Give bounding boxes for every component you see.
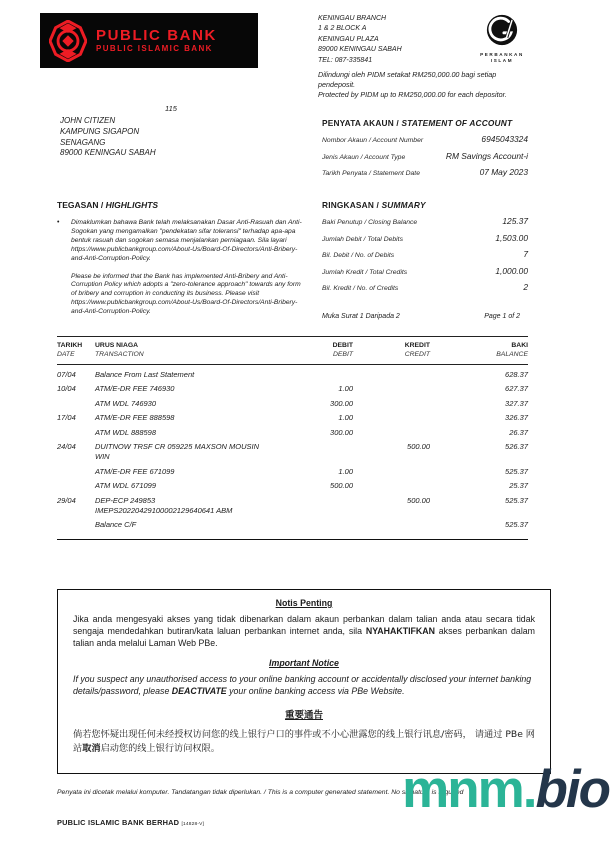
header-balance-malay: BAKI <box>511 341 528 349</box>
transaction-description: DEP-ECP 249853 IMEPS20220429100002129640641 ABM <box>95 495 233 515</box>
account-info-row <box>322 151 528 161</box>
customer-address-block <box>60 116 156 159</box>
transaction-date: 07/04 <box>57 369 76 379</box>
bank-emblem-icon <box>49 20 87 62</box>
notice-title-chinese: 重要通告 <box>284 710 323 722</box>
transaction-credit: 500.00 <box>407 442 430 452</box>
transaction-date <box>57 399 95 409</box>
transaction-description: ATM/E-DR FEE 746930 <box>95 384 175 394</box>
notice-title-english: Important Notice <box>269 658 339 669</box>
transaction-description: DUITNOW TRSF CR 059225 MAXSON MOUSIN WIN <box>95 442 260 462</box>
transaction-balance: 525.37 <box>505 520 528 530</box>
transactions-table <box>57 336 528 540</box>
transaction-date: 24/04 <box>57 442 76 452</box>
notice-chinese-text: 倘若您怀疑出现任何未经授权访问您的线上银行户口的事件或不小心泄露您的线上银行讯息/密码， 请通过 PBe 网站 <box>73 729 535 754</box>
transaction-debit: 1.00 <box>338 413 353 423</box>
highlights-title-malay: TEGASAN / <box>57 200 104 210</box>
summary-value: 1,503.00 <box>495 232 528 243</box>
public-bank-logo <box>40 13 258 68</box>
notice-paragraph-english <box>73 674 535 697</box>
transaction-row <box>57 426 528 441</box>
summary-label: Jumlah Kredit / Total Credits <box>322 268 408 276</box>
bullet-icon: • <box>57 219 60 226</box>
summary-value: 1,000.00 <box>495 265 528 276</box>
transaction-date: 17/04 <box>57 413 76 423</box>
summary-label: Jumlah Debit / Total Debits <box>322 235 403 243</box>
transaction-date <box>57 520 95 530</box>
summary-label: Baki Penutup / Closing Balance <box>322 219 418 227</box>
mnm-bio-watermark <box>402 760 609 820</box>
highlights-title-english: HIGHLIGHTS <box>105 200 159 210</box>
footer-registration-number: [14828-V] <box>181 822 205 827</box>
summary-value: 2 <box>523 281 528 292</box>
transaction-debit <box>305 496 353 516</box>
pidm-note-english: Protected by PIDM up to RM250,000.00 for each depositor. <box>318 90 507 100</box>
summary-title-malay: RINGKASAN / <box>322 200 380 210</box>
transaction-balance: 525.37 <box>505 495 528 505</box>
transaction-row <box>57 368 528 383</box>
transaction-balance: 25.37 <box>509 481 528 491</box>
account-info-value: RM Savings Account-i <box>445 150 528 161</box>
footer-bank-name-text: PUBLIC ISLAMIC BANK BERHAD <box>57 818 180 827</box>
perbankan-islam-icon <box>485 13 519 47</box>
transaction-debit: 300.00 <box>330 398 353 408</box>
notice-english-bold: DEACTIVATE <box>171 685 227 696</box>
header-debit-malay: DEBIT <box>332 341 353 349</box>
bank-logo-text <box>96 28 217 54</box>
header-credit-malay: KREDIT <box>404 341 430 349</box>
summary-title-english: SUMMARY <box>381 200 426 210</box>
statement-title <box>322 118 528 128</box>
header-debit-column <box>305 341 353 360</box>
important-notice-box <box>57 589 551 774</box>
highlights-body <box>57 219 307 317</box>
branch-address-line: KENINGAU BRANCH <box>318 15 387 22</box>
notice-english-text: If you suspect any unauthorised access to your online banking account or accidentally disclosed your internet banking details/password, please <box>73 674 532 696</box>
header-transaction-malay: URUS NIAGA <box>95 341 139 349</box>
transaction-credit <box>353 370 430 380</box>
account-info-label: Nombor Akaun / Account Number <box>322 137 424 145</box>
summary-value: 7 <box>523 249 528 260</box>
highlights-paragraph-english: Please be informed that the Bank has implemented Anti-Bribery and Anti-Corruption Policy which adopts a "zero-tolerance approach" towards any form of bribery and corruption in conducting its business. Please visit https://www.publicbankgroup.com/About-Us/Board-Of-Directors/Anti-Bribery-and-Anti-Corruption-Policy. <box>71 272 301 316</box>
notice-malay-text: Jika anda mengesyaki akses yang tidak dibenarkan dalam akaun perbankan dalam talian anda atau secara tidak sengaja mendedahkan butiran/kata laluan perbankan internet anda, sila <box>73 614 535 636</box>
page-indicator-english: Page 1 of 2 <box>484 313 520 320</box>
summary-value: 125.37 <box>502 216 528 227</box>
transaction-credit <box>353 467 430 477</box>
notice-paragraph-malay <box>73 614 535 649</box>
transactions-body <box>57 365 528 540</box>
transaction-balance: 525.37 <box>505 466 528 476</box>
transaction-description: Balance C/F <box>95 520 137 530</box>
account-info-label: Tarikh Penyata / Statement Date <box>322 170 420 178</box>
header-transaction-column <box>95 341 305 360</box>
header-credit-column <box>353 341 430 360</box>
transaction-row <box>57 518 528 533</box>
transaction-row <box>57 494 528 518</box>
watermark-mnm: mnm. <box>402 760 536 819</box>
transaction-description: ATM WDL 746930 <box>95 398 156 408</box>
customer-address-line: 89000 KENINGAU SABAH <box>60 148 156 158</box>
summary-row <box>322 249 528 259</box>
summary-row <box>322 266 528 276</box>
perbankan-islam-caption-line1: PERBANKAN <box>480 52 524 57</box>
customer-address-line: KAMPUNG SIGAPON <box>60 126 140 136</box>
notice-title-malay: Notis Penting <box>275 598 333 608</box>
account-info-row <box>322 134 528 144</box>
transaction-debit <box>305 442 353 462</box>
header-balance-english: BALANCE <box>496 351 528 359</box>
footer-bank-name <box>57 818 204 827</box>
transaction-row <box>57 411 528 426</box>
transaction-balance: 627.37 <box>505 384 528 394</box>
summary-title <box>322 200 528 210</box>
transaction-balance: 326.37 <box>505 413 528 423</box>
transaction-row <box>57 440 528 464</box>
transaction-debit <box>305 520 353 530</box>
transaction-debit: 300.00 <box>330 427 353 437</box>
account-info-rows <box>322 134 528 177</box>
account-info-label: Jenis Akaun / Account Type <box>322 153 406 161</box>
header-balance-column <box>430 341 528 360</box>
transaction-row <box>57 479 528 494</box>
notice-paragraph-chinese <box>73 728 535 755</box>
statement-title-english: STATEMENT OF ACCOUNT <box>401 118 513 128</box>
branch-address-line: KENINGAU PLAZA <box>318 35 379 43</box>
watermark-bio: bio <box>535 760 609 819</box>
page-indicator-malay: Muka Surat 1 Daripada 2 <box>322 313 400 320</box>
summary-label: Bil. Debit / No. of Debits <box>322 252 395 260</box>
transaction-description: Balance From Last Statement <box>95 369 195 379</box>
transaction-credit <box>353 428 430 438</box>
transaction-balance: 26.37 <box>509 427 528 437</box>
customer-name: JOHN CITIZEN <box>60 116 116 125</box>
transaction-date <box>57 467 95 477</box>
summary-rows <box>322 216 528 292</box>
notice-chinese-bold: 取消 <box>82 742 101 754</box>
transaction-balance: 526.37 <box>505 442 528 452</box>
bank-subname: PUBLIC ISLAMIC BANK <box>96 43 213 53</box>
transaction-description: ATM WDL 671099 <box>95 481 156 491</box>
transaction-date: 10/04 <box>57 384 76 394</box>
transaction-date: 29/04 <box>57 495 76 505</box>
highlights-paragraph-malay: Dimaklumkan bahawa Bank telah melaksanakan Dasar Anti-Rasuah dan Anti-Sogokan yang mengamalkan "pendekatan sifar toleransi" terhadap apa-apa bentuk rasuah dan sogokan semasa menjalankan perniagaan. Sila layari https://www.publicbankgroup.com/About-Us/Board-Of-Directors/Anti-Bribery-and-Anti-Corruption-Policy. <box>71 219 302 262</box>
transaction-credit <box>353 384 430 394</box>
transaction-credit <box>353 413 430 423</box>
pidm-note <box>318 70 532 101</box>
highlights-section <box>57 200 307 317</box>
transaction-row <box>57 382 528 397</box>
customer-address-line: SENAGANG <box>60 137 106 147</box>
header-date-column <box>57 341 95 360</box>
transaction-debit: 1.00 <box>338 466 353 476</box>
transaction-balance: 628.37 <box>505 369 528 379</box>
transaction-date <box>57 428 95 438</box>
highlights-paragraphs <box>71 219 307 317</box>
branch-address <box>318 14 468 66</box>
transaction-credit <box>353 520 430 530</box>
notice-malay-text-after: akses perbankan dalam talian anda melalui Laman Web PBe. <box>73 625 535 648</box>
transaction-description: ATM WDL 888598 <box>95 427 156 437</box>
header-debit-english: DEBIT <box>332 351 353 359</box>
transaction-credit: 500.00 <box>407 495 430 505</box>
branch-address-line: TEL: 087-335841 <box>318 56 373 64</box>
transaction-debit <box>305 370 353 380</box>
perbankan-islam-logo <box>472 13 532 63</box>
summary-section <box>322 200 528 292</box>
header-date-malay: TARIKH <box>57 341 83 349</box>
header-credit-english: CREDIT <box>404 351 430 359</box>
transaction-credit <box>353 399 430 409</box>
transaction-row <box>57 465 528 480</box>
mail-sort-code: 115 <box>165 104 177 113</box>
statement-of-account-panel <box>322 118 528 177</box>
transaction-date <box>57 481 95 491</box>
summary-row <box>322 216 528 226</box>
header-date-english: DATE <box>57 351 75 359</box>
account-info-row <box>322 167 528 177</box>
highlights-title <box>57 200 307 210</box>
transaction-description: ATM/E-DR FEE 671099 <box>95 466 175 476</box>
transaction-balance: 327.37 <box>505 398 528 408</box>
summary-label: Bil. Kredit / No. of Credits <box>322 284 399 292</box>
notice-english-text-after: your online banking access via PBe Website. <box>226 685 405 696</box>
transaction-row <box>57 397 528 412</box>
transaction-description: ATM/E-DR FEE 888598 <box>95 413 175 423</box>
pidm-note-malay: Dilindungi oleh PIDM setakat RM250,000.00 bagi setiap pendeposit. <box>318 70 497 90</box>
branch-address-line: 89000 KENINGAU SABAH <box>318 46 402 54</box>
summary-row <box>322 282 528 292</box>
computer-generated-note: Penyata ini dicetak melalui komputer. Tandatangan tidak diperlukan. / This is a computer generated statement. No signature is required <box>57 789 464 796</box>
statement-title-malay: PENYATA AKAUN / <box>322 118 399 128</box>
transaction-debit: 500.00 <box>330 481 353 491</box>
customer-address-lines <box>60 127 156 159</box>
transaction-debit: 1.00 <box>338 384 353 394</box>
bank-name: PUBLIC BANK <box>96 26 217 44</box>
notice-chinese-text-after: 启动您的线上银行访问权限。 <box>100 742 220 754</box>
summary-row <box>322 233 528 243</box>
perbankan-islam-caption-line2: ISLAM <box>490 57 514 63</box>
account-info-value: 07 May 2023 <box>479 167 528 178</box>
page-indicator <box>322 313 520 320</box>
header-transaction-english: TRANSACTION <box>95 351 144 359</box>
account-info-value: 6945043324 <box>481 134 528 145</box>
notice-malay-bold: NYAHAKTIFKAN <box>365 625 435 636</box>
branch-address-line: 1 & 2 BLOCK A <box>318 25 367 33</box>
transactions-header <box>57 336 528 365</box>
transaction-credit <box>353 481 430 491</box>
